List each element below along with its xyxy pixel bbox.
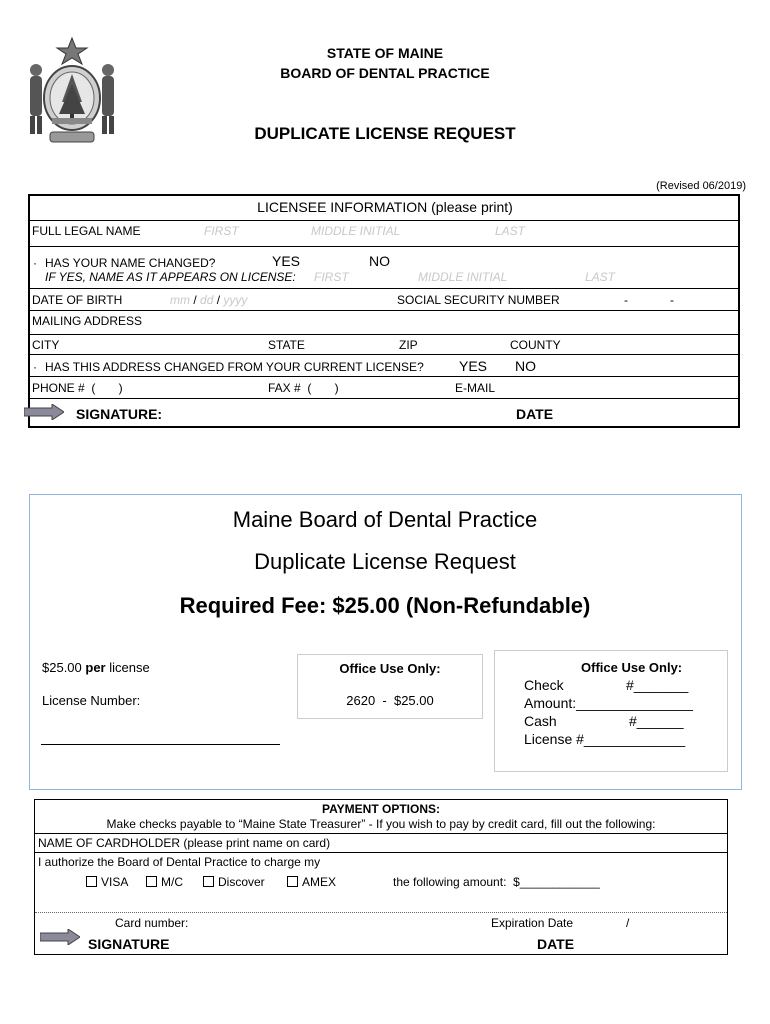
dob-label: DATE OF BIRTH	[32, 293, 123, 307]
payment-signature-label: SIGNATURE	[88, 936, 170, 952]
bullet: ·	[33, 256, 37, 270]
dob-field[interactable]	[170, 293, 247, 307]
cash-number: #______	[629, 713, 684, 729]
form-title: DUPLICATE LICENSE REQUEST	[254, 124, 516, 143]
license-number-label: License Number:	[42, 693, 141, 708]
fee-box-title: Maine Board of Dental Practice	[232, 507, 538, 532]
payment-signature-arrow-icon	[40, 929, 80, 945]
mc-checkbox[interactable]	[146, 876, 157, 887]
name-changed-label: HAS YOUR NAME CHANGED?	[45, 256, 216, 270]
county-label: COUNTY	[510, 338, 561, 352]
per-license-text: $25.00 per license	[42, 660, 150, 675]
payment-options-title: PAYMENT OPTIONS:	[321, 802, 440, 816]
date-label: DATE	[516, 406, 554, 422]
office-use-label: Office Use Only:	[339, 661, 441, 676]
licensee-section-title: LICENSEE INFORMATION (please print)	[257, 199, 513, 215]
amex-checkbox[interactable]	[287, 876, 298, 887]
old-first-name-field[interactable]: FIRST	[314, 270, 349, 284]
expiration-slash: /	[626, 916, 630, 930]
fee-box-subtitle: Duplicate License Request	[254, 549, 516, 574]
required-fee: Required Fee: $25.00 (Non-Refundable)	[179, 593, 591, 618]
name-changed-yes[interactable]: YES	[272, 253, 301, 269]
payment-instructions: Make checks payable to “Maine State Treasurer” - If you wish to pay by credit card, fill out the following:	[106, 817, 656, 831]
email-label: E-MAIL	[455, 381, 496, 395]
bullet: ·	[33, 360, 37, 374]
last-name-field[interactable]: LAST	[495, 224, 526, 238]
dob-day: dd	[200, 293, 214, 307]
expiration-label: Expiration Date	[491, 916, 574, 930]
zip-label: ZIP	[399, 338, 418, 352]
office-use-label-2: Office Use Only:	[581, 660, 683, 675]
cardholder-label: NAME OF CARDHOLDER (please print name on card)	[38, 836, 331, 850]
following-amount[interactable]: the following amount: $____________	[393, 875, 600, 889]
license-number-line[interactable]	[41, 744, 280, 745]
dob-slash-2: /	[216, 293, 221, 307]
visa-checkbox[interactable]	[86, 876, 97, 887]
license-no-label: License #_____________	[524, 731, 686, 747]
cash-label: Cash	[524, 713, 557, 729]
discover-option[interactable]: Discover	[203, 875, 265, 889]
discover-checkbox[interactable]	[203, 876, 214, 887]
dob-slash-1: /	[193, 293, 197, 307]
authorize-text: I authorize the Board of Dental Practice to charge my	[38, 855, 321, 869]
check-label: Check	[524, 677, 564, 693]
middle-initial-field[interactable]: MIDDLE INITIAL	[311, 224, 401, 238]
dob-month: mm	[170, 293, 190, 307]
ssn-label: SOCIAL SECURITY NUMBER	[397, 293, 560, 307]
ssn-dash-2: -	[670, 293, 674, 307]
visa-option[interactable]: VISA	[86, 875, 128, 889]
name-changed-no[interactable]: NO	[369, 253, 390, 269]
old-last-name-field[interactable]: LAST	[585, 270, 616, 284]
check-number: #_______	[626, 677, 689, 693]
address-changed-label: HAS THIS ADDRESS CHANGED FROM YOUR CURRENT LICENSE?	[45, 360, 424, 374]
fax-label: FAX # ( )	[268, 381, 339, 395]
mailing-address-label: MAILING ADDRESS	[32, 314, 143, 328]
ssn-dash-1: -	[624, 293, 628, 307]
signature-arrow-icon	[24, 404, 64, 420]
dob-year: yyyy	[223, 293, 248, 307]
full-legal-name-label: FULL LEGAL NAME	[32, 224, 141, 238]
first-name-field[interactable]: FIRST	[204, 224, 239, 238]
phone-label: PHONE # ( )	[32, 381, 123, 395]
address-changed-yes[interactable]: YES	[459, 358, 488, 374]
state-title: STATE OF MAINE	[326, 45, 444, 61]
payment-date-label: DATE	[537, 936, 575, 952]
amex-option[interactable]: AMEX	[287, 875, 336, 889]
address-changed-no[interactable]: NO	[515, 358, 536, 374]
if-yes-label: IF YES, NAME AS IT APPEARS ON LICENSE:	[45, 270, 296, 284]
state-label: STATE	[268, 338, 305, 352]
revised-date: (Revised 06/2019)	[656, 180, 746, 192]
fee-code: 2620 - $25.00	[346, 693, 434, 708]
old-middle-initial-field[interactable]: MIDDLE INITIAL	[418, 270, 508, 284]
mc-option[interactable]: M/C	[146, 875, 183, 889]
signature-label: SIGNATURE:	[76, 406, 163, 422]
card-number-label: Card number:	[115, 916, 189, 930]
board-title: BOARD OF DENTAL PRACTICE	[280, 65, 490, 81]
city-label: CITY	[32, 338, 60, 352]
amount-label: Amount:_______________	[524, 695, 693, 711]
